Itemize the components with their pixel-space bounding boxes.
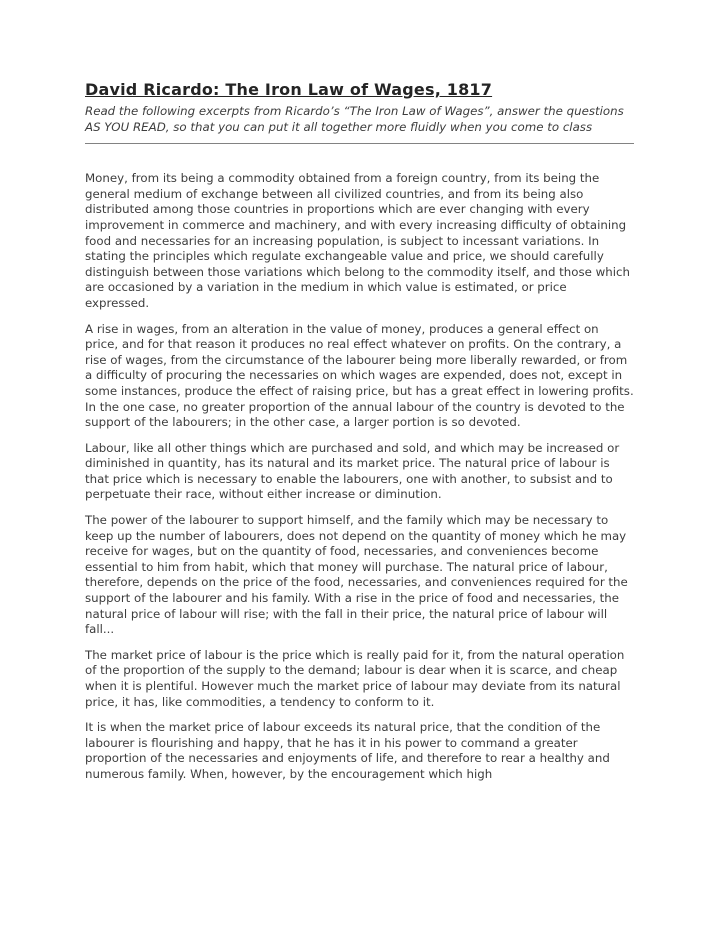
paragraph: It is when the market price of labour exceeds its natural price, that the condition of the labourer is flourishing and happy, that he has it in his power to command a greater proportion of the necessaries and enjoyments of life, and therefore to rear a healthy and numerous family. When, however, by the encouragement which high	[85, 720, 610, 781]
paragraph: The market price of labour is the price which is really paid for it, from the natural operation of the proportion of the supply to the demand; labour is dear when it is scarce, and cheap when it is plentiful. However much the market price of labour may deviate from its natural price, it has, like commodities, a tendency to conform to it.	[85, 647, 625, 709]
paragraph: The power of the labourer to support himself, and the family which may be necessary to keep up the number of labourers, does not depend on the quantity of money which he may receive for wages, but on the quantity of food, necessaries, and conveniences become essential to him from habit, which that money will purchase. The natural price of labour, therefore, depends on the price of the food, necessaries, and conveniences required for the support of the labourer and his family. With a rise in the price of food and necessaries, the natural price of labour will rise; with the fall in their price, the natural price of labour will fall...	[85, 513, 628, 637]
paragraph: Labour, like all other things which are purchased and sold, and which may be increased or diminished in quantity, has its natural and its market price. The natural price of labour is that price which is necessary to enable the labourers, one with another, to subsist and to perpetuate their race, without either increase or diminution.	[85, 440, 620, 502]
instructions-text: Read the following excerpts from Ricardo’s “The Iron Law of Wages”, answer the questions AS YOU READ, so that you can put it all together more fluidly when you come to class	[85, 104, 624, 134]
paragraph: A rise in wages, from an alteration in the value of money, produces a general effect on price, and for that reason it produces no real effect whatever on profits. On the contrary, a rise of wages, from the circumstance of the labourer being more liberally rewarded, or from a difficulty of procuring the necessaries on which wages are expended, does not, except in some instances, produce the effect of raising price, but has a great effect in lowering profits. In the one case, no greater proportion of the annual labour of the country is devoted to the support of the labourers; in the other case, a larger portion is so devoted.	[85, 321, 634, 430]
document-body	[85, 171, 634, 782]
document-content	[85, 80, 634, 793]
paragraph: Money, from its being a commodity obtained from a foreign country, from its being the general medium of exchange between all civilized countries, and from its being also distributed among those countries in proportions which are ever changing with every improvement in commerce and machinery, and with every increasing difficulty of obtaining food and necessaries for an increasing population, is subject to incessant variations. In stating the principles which regulate exchangeable value and price, we should carefully distinguish between those variations which belong to the commodity itself, and those which are occasioned by a variation in the medium in which value is estimated, or price expressed.	[85, 171, 631, 310]
document-title: David Ricardo: The Iron Law of Wages, 1817	[85, 80, 493, 99]
divider-line	[85, 143, 634, 144]
